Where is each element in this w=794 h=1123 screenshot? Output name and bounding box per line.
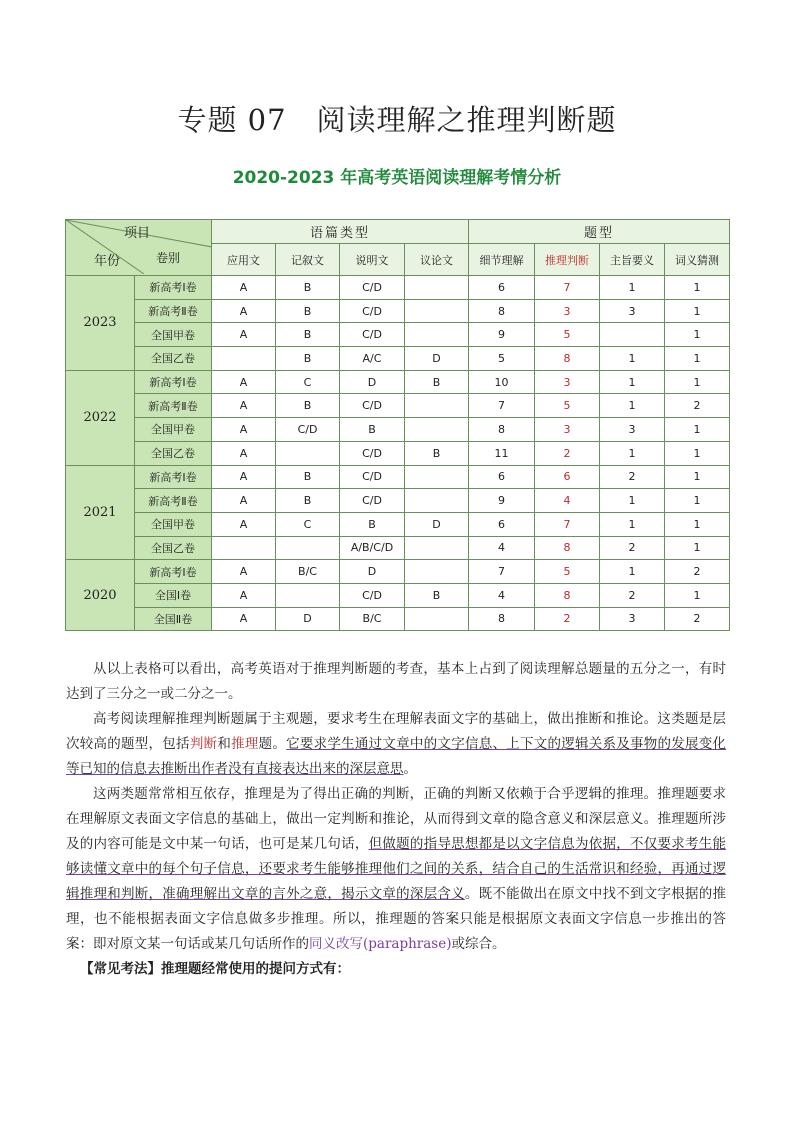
column-header: 推理判断 (535, 244, 600, 276)
data-cell: 1 (600, 441, 665, 465)
column-header: 议论文 (405, 244, 469, 276)
table-row (66, 299, 730, 323)
table-row (66, 512, 730, 536)
p2-text-e: 题。 (258, 736, 287, 752)
paper-cell: 全国乙卷 (135, 536, 212, 560)
data-cell: 4 (469, 536, 535, 560)
data-cell: 1 (665, 299, 730, 323)
data-cell (405, 276, 469, 300)
data-cell: 5 (535, 323, 600, 347)
p2-text-a: 高考阅读理解推理判断题属于主观题，要求考生在理解表面文字的基础上，做出推断和推论。这类题是层次较高的题型，包括 (66, 711, 726, 752)
data-cell (405, 465, 469, 489)
table-row (66, 583, 730, 607)
table-row (66, 489, 730, 513)
table-row (66, 441, 730, 465)
data-cell (600, 323, 665, 347)
data-cell (276, 536, 340, 560)
table-row (66, 370, 730, 394)
data-cell: 4 (469, 583, 535, 607)
data-cell: B/C (340, 607, 405, 631)
data-cell: 1 (665, 536, 730, 560)
p2-text-c: 和 (217, 736, 232, 752)
data-cell: 9 (469, 489, 535, 513)
p3-text-e: 或综合。 (451, 936, 506, 952)
data-cell: A (212, 583, 276, 607)
data-cell: B (340, 512, 405, 536)
data-cell: 3 (535, 299, 600, 323)
data-cell: 1 (665, 583, 730, 607)
data-cell: C/D (340, 323, 405, 347)
data-cell: 2 (600, 465, 665, 489)
year-cell: 2022 (66, 370, 135, 465)
data-cell: A (212, 323, 276, 347)
data-cell: C/D (340, 394, 405, 418)
corner-label-project: 项目 (124, 226, 151, 241)
p3-text-a: 这两类题常常相互依存，推理是为了得出正确的判断，正确的判断又依赖于合乎逻辑的推理。推理题要求在理解原文表面文字信息的基础上，做出一定判断和推论，从而得到文章的隐含意义和深层意义。推理题所涉及的内容可能是文中某一句话，也可是某几句话， (66, 786, 726, 852)
paper-cell: 新高考Ⅰ卷 (135, 560, 212, 584)
p2-underlined-sentence: 它要求学生通过文章中的文字信息、上下文的逻辑关系及事物的发展变化等已知的信息去推断出作者没有直接表达出来的深层意思 (66, 736, 727, 777)
data-cell: 6 (469, 512, 535, 536)
data-cell: 1 (600, 489, 665, 513)
data-cell: D (405, 512, 469, 536)
table-row (66, 536, 730, 560)
data-cell (212, 536, 276, 560)
data-cell: 1 (600, 394, 665, 418)
data-cell: C (276, 370, 340, 394)
data-cell (405, 299, 469, 323)
data-cell: 3 (535, 418, 600, 442)
p3-text-c: 。既不能做出在原文中找不到文字根据的推理，也不能根据表面文字信息做多步推理。所以，推理题的答案只能是根据原文表面文字信息一步推出的答案：即对原文某一句话或某几句话所作的 (66, 886, 727, 952)
year-cell: 2020 (66, 560, 135, 631)
data-cell: B (276, 347, 340, 371)
column-header: 词义猜测 (665, 244, 730, 276)
data-cell: 1 (665, 465, 730, 489)
data-cell: 9 (469, 323, 535, 347)
paper-cell: 全国甲卷 (135, 512, 212, 536)
data-cell: D (405, 347, 469, 371)
data-cell: A/B/C/D (340, 536, 405, 560)
data-cell: A (212, 607, 276, 631)
data-cell: C (276, 512, 340, 536)
data-cell: B/C (276, 560, 340, 584)
data-cell: A/C (340, 347, 405, 371)
data-cell: B (276, 465, 340, 489)
data-cell: B (405, 583, 469, 607)
p3-highlight-paraphrase: 同义改写(paraphrase) (309, 936, 452, 952)
column-header: 应用文 (212, 244, 276, 276)
year-cell: 2021 (66, 465, 135, 560)
table-row (66, 560, 730, 584)
data-cell: 3 (600, 607, 665, 631)
data-cell: 1 (600, 560, 665, 584)
table-row (66, 347, 730, 371)
data-cell: C/D (340, 583, 405, 607)
paper-cell: 新高考Ⅰ卷 (135, 370, 212, 394)
data-cell: A (212, 299, 276, 323)
data-cell: C/D (340, 299, 405, 323)
paper-cell: 全国Ⅰ卷 (135, 583, 212, 607)
data-cell: 8 (469, 607, 535, 631)
data-cell: 5 (535, 560, 600, 584)
data-cell: D (340, 370, 405, 394)
data-cell (405, 489, 469, 513)
table-row (66, 394, 730, 418)
data-cell: 1 (665, 441, 730, 465)
data-cell: 1 (665, 418, 730, 442)
paragraph-1: 从以上表格可以看出，高考英语对于推理判断题的考查，基本上占到了阅读理解总题量的五分之一，有时达到了三分之一或二分之一。 (66, 661, 726, 702)
data-cell: A (212, 394, 276, 418)
data-cell: B (340, 418, 405, 442)
data-cell: 1 (600, 370, 665, 394)
column-header: 记叙文 (276, 244, 340, 276)
data-cell: 5 (469, 347, 535, 371)
data-cell: B (405, 441, 469, 465)
data-cell: 8 (535, 347, 600, 371)
p3-underlined-sentence: 但做题的指导思想都是以文字信息为依据，不仅要求考生能够读懂文章中的每个句子信息，还要求考生能够推理他们之间的关系，结合自己的生活常识和经验，再通过逻辑推理和判断，准确理解出文章的言外之意，揭示文章的深层含义 (66, 836, 727, 902)
data-cell: C/D (340, 465, 405, 489)
analysis-text (66, 657, 726, 982)
data-cell: A (212, 560, 276, 584)
data-cell: B (405, 370, 469, 394)
data-cell: A (212, 489, 276, 513)
paper-cell: 全国甲卷 (135, 323, 212, 347)
data-cell: D (340, 560, 405, 584)
data-cell: A (212, 512, 276, 536)
table-row (66, 276, 730, 300)
data-cell: 1 (665, 323, 730, 347)
data-cell: 1 (665, 512, 730, 536)
paper-cell: 新高考Ⅱ卷 (135, 299, 212, 323)
data-cell: A (212, 418, 276, 442)
page-title: 专题 07 阅读理解之推理判断题 (177, 103, 617, 137)
data-cell: 7 (535, 276, 600, 300)
corner-label-year: 年份 (94, 254, 121, 269)
group-header-text-type: 语篇类型 (212, 220, 469, 244)
data-cell: A (212, 276, 276, 300)
paper-cell: 全国甲卷 (135, 418, 212, 442)
data-cell: 8 (469, 418, 535, 442)
data-cell: 10 (469, 370, 535, 394)
data-cell: B (276, 394, 340, 418)
data-cell: C/D (340, 276, 405, 300)
data-cell (405, 323, 469, 347)
data-cell: 1 (600, 512, 665, 536)
table-row (66, 418, 730, 442)
data-cell: 7 (469, 560, 535, 584)
data-cell: B (276, 276, 340, 300)
data-cell: 8 (469, 299, 535, 323)
data-cell: 1 (665, 276, 730, 300)
paragraph-3 (66, 782, 726, 957)
paper-cell: 全国乙卷 (135, 441, 212, 465)
data-cell: 1 (665, 370, 730, 394)
data-cell: 7 (469, 394, 535, 418)
data-cell: 3 (600, 299, 665, 323)
data-cell: 2 (665, 560, 730, 584)
data-cell (276, 583, 340, 607)
data-cell: 2 (600, 583, 665, 607)
data-cell: 6 (469, 276, 535, 300)
data-cell (212, 347, 276, 371)
column-header: 细节理解 (469, 244, 535, 276)
data-cell: 5 (535, 394, 600, 418)
data-cell: C/D (276, 418, 340, 442)
data-cell: 2 (665, 607, 730, 631)
table-corner-cell (66, 220, 212, 276)
data-cell: 2 (535, 441, 600, 465)
data-cell: 3 (600, 418, 665, 442)
p2-text-g: 。 (403, 761, 417, 777)
p2-highlight-judgement: 判断 (189, 736, 218, 752)
paragraph-2 (66, 707, 726, 782)
data-cell: C/D (340, 489, 405, 513)
group-header-question-type: 题型 (469, 220, 730, 244)
data-cell: 1 (665, 489, 730, 513)
data-cell: D (276, 607, 340, 631)
data-cell: B (276, 323, 340, 347)
data-cell (405, 607, 469, 631)
data-cell (405, 536, 469, 560)
year-cell: 2023 (66, 276, 135, 371)
data-cell: 8 (535, 583, 600, 607)
data-cell: 1 (600, 347, 665, 371)
data-cell: 11 (469, 441, 535, 465)
corner-label-paper: 卷别 (156, 251, 181, 265)
paper-cell: 新高考Ⅰ卷 (135, 465, 212, 489)
data-cell: 7 (535, 512, 600, 536)
paper-cell: 新高考Ⅱ卷 (135, 489, 212, 513)
table-row (66, 323, 730, 347)
table-row (66, 607, 730, 631)
p2-highlight-inference: 推理 (231, 736, 259, 752)
data-cell: B (276, 299, 340, 323)
data-cell: A (212, 370, 276, 394)
data-cell: 2 (600, 536, 665, 560)
data-cell: 6 (469, 465, 535, 489)
data-cell: 2 (665, 394, 730, 418)
data-cell: 4 (535, 489, 600, 513)
column-header: 说明文 (340, 244, 405, 276)
paper-cell: 新高考Ⅱ卷 (135, 394, 212, 418)
data-cell: 3 (535, 370, 600, 394)
paper-cell: 全国Ⅱ卷 (135, 607, 212, 631)
data-cell: 6 (535, 465, 600, 489)
data-cell: C/D (340, 441, 405, 465)
data-cell (276, 441, 340, 465)
data-cell (405, 560, 469, 584)
paper-cell: 新高考Ⅰ卷 (135, 276, 212, 300)
table-row (66, 465, 730, 489)
data-cell: A (212, 465, 276, 489)
data-cell: 2 (535, 607, 600, 631)
data-cell: 1 (665, 347, 730, 371)
data-cell: 1 (600, 276, 665, 300)
common-methods-heading: 【常见考法】推理题经常使用的提问方式有： (80, 961, 350, 977)
data-cell: A (212, 441, 276, 465)
data-cell (405, 394, 469, 418)
paper-cell: 全国乙卷 (135, 347, 212, 371)
exam-analysis-table (65, 219, 730, 631)
page-subtitle: 2020-2023 年高考英语阅读理解考情分析 (232, 168, 562, 188)
column-header: 主旨要义 (600, 244, 665, 276)
data-cell: B (276, 489, 340, 513)
data-cell: 8 (535, 536, 600, 560)
data-cell (405, 418, 469, 442)
